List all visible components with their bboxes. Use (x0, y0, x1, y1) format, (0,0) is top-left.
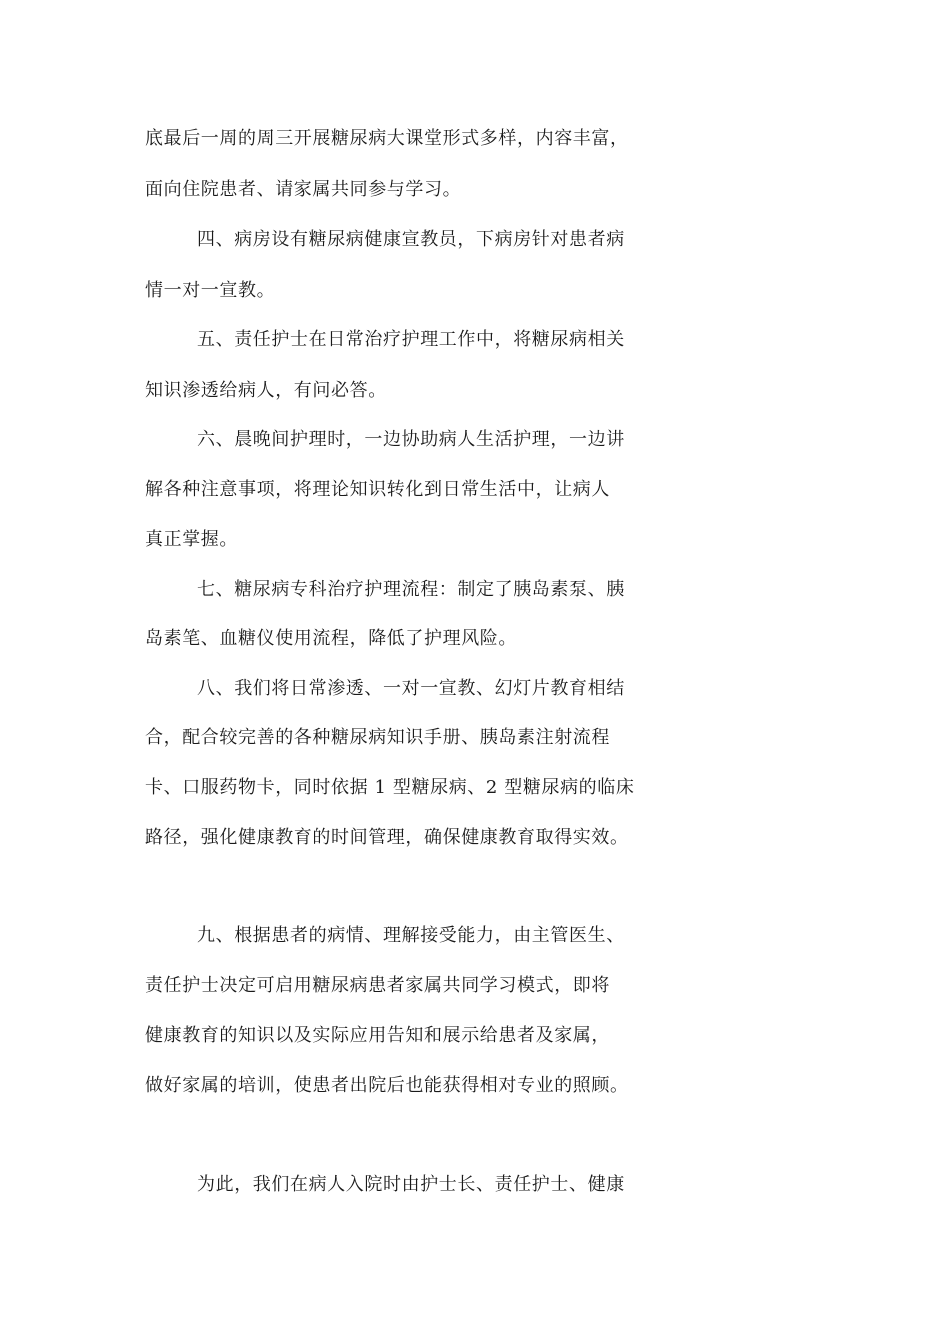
paragraph-8-start: 八、我们将日常渗透、一对一宣教、幻灯片教育相结 (197, 678, 625, 699)
text-line: 卡、口服药物卡，同时依据 1 型糖尿病、2 型糖尿病的临床 (145, 777, 635, 798)
paragraph-6-start: 六、晨晚间护理时，一边协助病人生活护理，一边讲 (197, 429, 625, 450)
paragraph-4-start: 四、病房设有糖尿病健康宣教员，下病房针对患者病 (197, 229, 625, 250)
text-line: 合，配合较完善的各种糖尿病知识手册、胰岛素注射流程 (145, 727, 610, 748)
paragraph-9-start: 九、根据患者的病情、理解接受能力，由主管医生、 (197, 925, 625, 946)
text-line: 情一对一宣教。 (145, 280, 276, 301)
text-line: 面向住院患者、请家属共同参与学习。 (145, 179, 462, 200)
text-line: 岛素笔、血糖仪使用流程，降低了护理风险。 (145, 628, 517, 649)
text-line: 健康教育的知识以及实际应用告知和展示给患者及家属， (145, 1025, 610, 1046)
text-line: 解各种注意事项，将理论知识转化到日常生活中，让病人 (145, 479, 610, 500)
text-line: 做好家属的培训，使患者出院后也能获得相对专业的照顾。 (145, 1075, 629, 1096)
text-line: 责任护士决定可启用糖尿病患者家属共同学习模式，即将 (145, 975, 610, 996)
paragraph-5-start: 五、责任护士在日常治疗护理工作中，将糖尿病相关 (197, 329, 625, 350)
text-line: 真正掌握。 (145, 529, 238, 550)
paragraph-7-start: 七、糖尿病专科治疗护理流程：制定了胰岛素泵、胰 (197, 579, 625, 600)
text-line: 底最后一周的周三开展糖尿病大课堂形式多样，内容丰富， (145, 128, 629, 149)
text-line: 知识渗透给病人，有问必答。 (145, 380, 387, 401)
paragraph-closing-start: 为此，我们在病人入院时由护士长、责任护士、健康 (197, 1174, 625, 1195)
text-line: 路径，强化健康教育的时间管理，确保健康教育取得实效。 (145, 827, 629, 848)
